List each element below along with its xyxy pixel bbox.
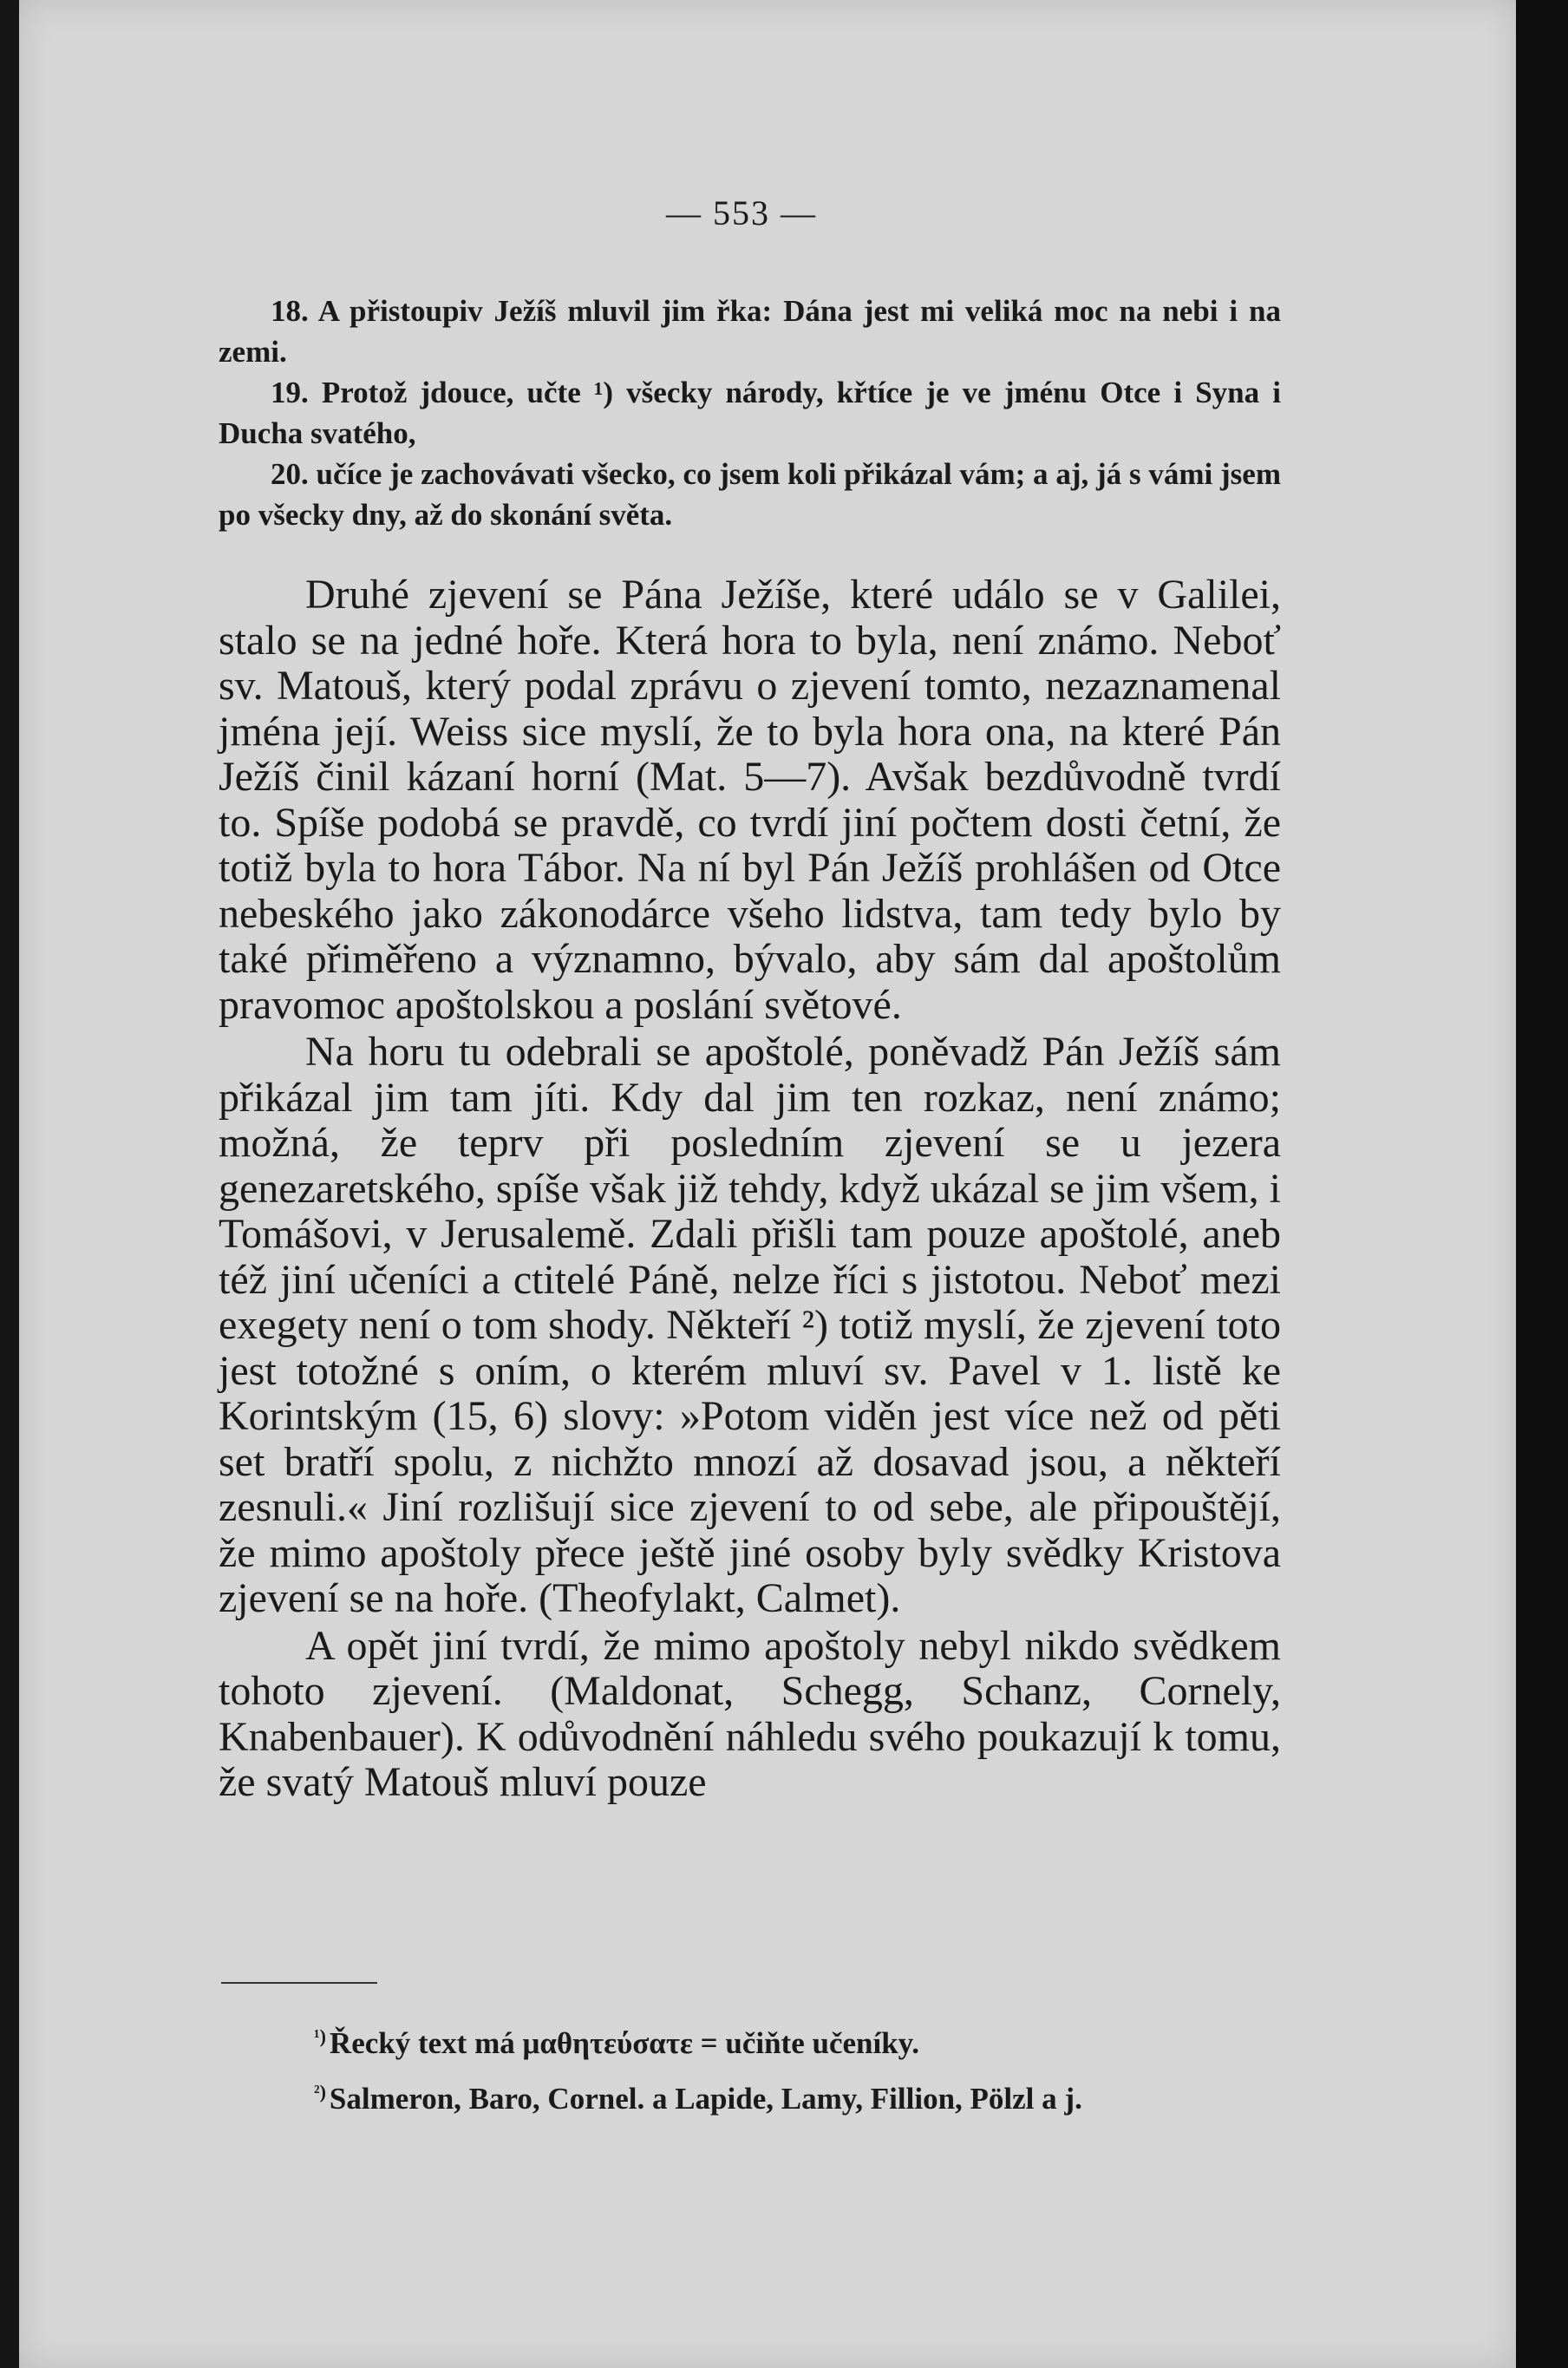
footnote-mark: ¹) — [314, 2025, 326, 2047]
page-right-edge — [1516, 0, 1568, 2368]
footnote-mark: ²) — [314, 2081, 326, 2103]
footnotes — [219, 2012, 1281, 2123]
verse-19: 19. Protož jdouce, učte ¹) všecky národy, křtíce je ve jménu Otce i Syna i Ducha svatého, — [219, 376, 1281, 450]
page-number: — 553 — — [666, 193, 817, 232]
paragraph: Druhé zjevení se Pána Ježíše, které událo se v Galilei, stalo se na jedné hoře. Která hora to byla, není známo. Neboť sv. Matouš, který podal zprávu o zjevení tomto, nezaznamenal jména její. Weiss sice myslí, že to byla hora ona, na které Pán Ježíš činil kázaní horní (Mat. 5—7). Avšak bezdůvodně tvrdí to. Spíše podobá se pravdě, co tvrdí jiní počtem dosti četní, že totiž byla to hora Tábor. Na ní byl Pán Ježíš prohlášen od Otce nebeského jako zákonodárce všeho lidstva, tam tedy bylo by také přiměřeno a významno, bývalo, aby sám dal apoštolům pravomoc apoštolskou a poslání světové. — [219, 572, 1281, 1028]
paragraph: Na horu tu odebrali se apoštolé, poněvadž Pán Ježíš sám přikázal jim tam jíti. Kdy dal jim ten rozkaz, není známo; možná, že teprv při posledním zjevení se u jezera genezaretského, spíše však již tehdy, když ukázal se jim všem, i Tomášovi, v Jerusalemě. Zdali přišli tam pouze apoštolé, aneb též jiní učeníci a ctitelé Páně, nelze říci s jistotou. Neboť mezi exegety není o tom shody. Někteří ²) totiž myslí, že zjevení toto jest totožné s oním, o kterém mluví sv. Pavel v 1. listě ke Korintským (15, 6) slovy: »Potom viděn jest více než od pěti set bratří spolu, z nichžto mnozí až dosavad jsou, a někteří zesnuli.« Jiní rozlišují sice zjevení to od sebe, ale připouštějí, že mimo apoštoly přece ještě jiné osoby byly svědky Kristova zjevení se na hoře. (Theofylakt, Calmet). — [219, 1029, 1281, 1621]
footnote-divider — [221, 1982, 377, 1984]
body-text — [219, 572, 1281, 1808]
verse-18: 18. A přistoupiv Ježíš mluvil jim řka: Dána jest mi veliká moc na nebi i na zemi. — [219, 294, 1281, 369]
verse-20: 20. učíce je zachovávati všecko, co jsem koli přikázal vám; a aj, já s vámi jsem po všecky dny, až do skonání světa. — [219, 457, 1281, 532]
footnote-2 — [219, 2068, 1281, 2123]
footnote-text: Salmeron, Baro, Cornel. a Lapide, Lamy, Fillion, Pölzl a j. — [329, 2082, 1082, 2116]
scripture-verses — [219, 291, 1281, 535]
footnote-text: Řecký text má μαθητεύσατε = učiňte učeníky. — [329, 2026, 919, 2060]
footnote-1 — [219, 2012, 1281, 2068]
paragraph: A opět jiní tvrdí, že mimo apoštoly nebyl nikdo svědkem tohoto zjevení. (Maldonat, Schegg, Schanz, Cornely, Knabenbauer). K odůvodnění náhledu svého poukazují k tomu, že svatý Matouš mluví pouze — [219, 1622, 1281, 1805]
book-spine-edge — [0, 0, 19, 2368]
